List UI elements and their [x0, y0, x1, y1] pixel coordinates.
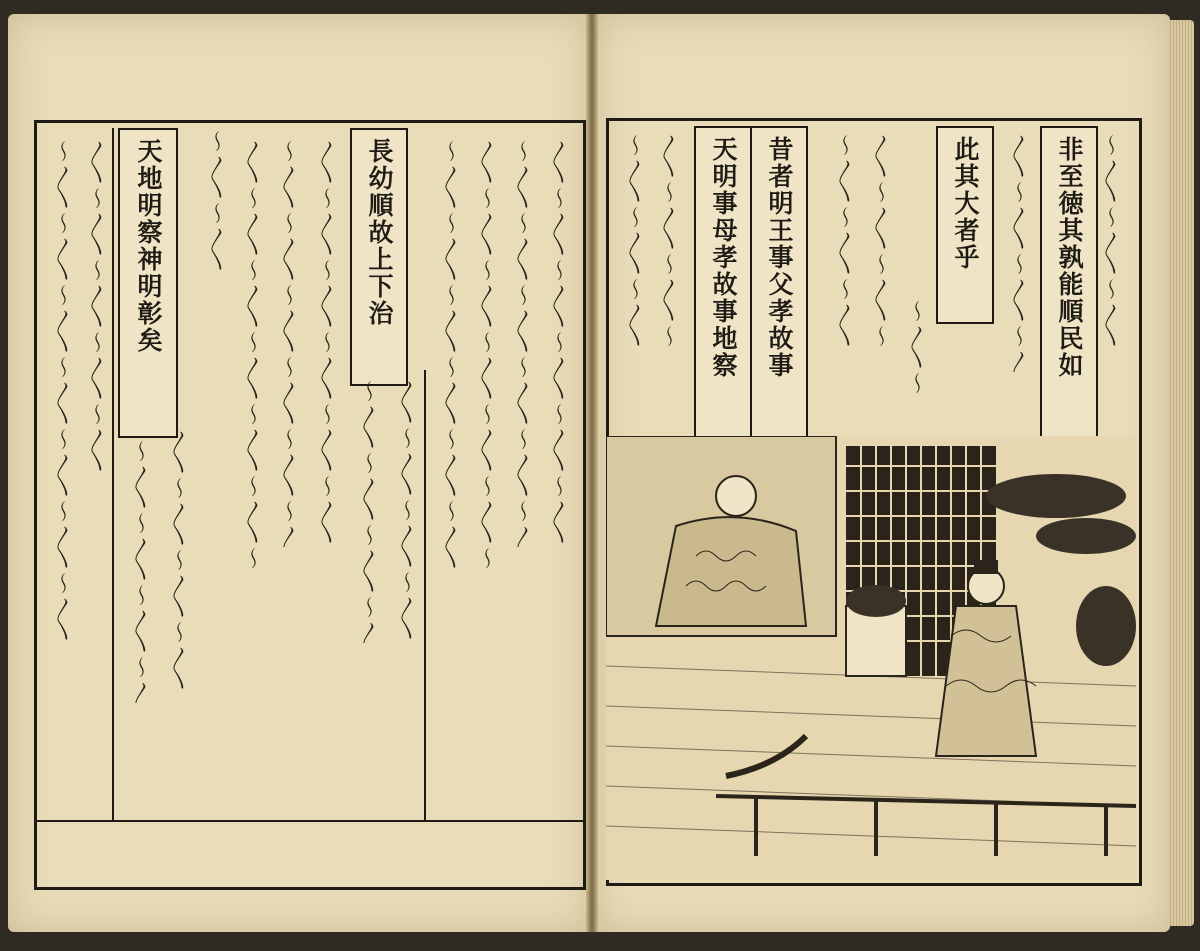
right-title-3: 昔者明王事父孝故事 — [765, 136, 794, 379]
script-column: 〜〳〵〜〳〵 — [203, 130, 228, 274]
script-column: 〳〵〜〳〵〜〳〵〜〳〵〜〳〵〜〳〵 — [313, 140, 338, 547]
right-title-1: 非至徳其孰能順民如 — [1055, 136, 1084, 379]
script-column: 〳〵〜〳〵〜〳〵〜 — [867, 134, 892, 350]
script-column: 〳〵〜〳〵〜〳〵〜〳〵〜〳〵〜〳〵 — [545, 140, 570, 547]
script-column: 〜〳〵〜〳〵〜〳〵〜〳〵〜〳〵〜〳 — [275, 140, 300, 550]
script-column: 〜〳〵〜〳〵〜〳〵 — [1097, 134, 1122, 350]
script-column: 〳〵〜〳〵〜〳〵〜〳〵 — [165, 430, 190, 693]
left-title-2: 長幼順故上下治 — [365, 138, 394, 327]
right-title-box-2 — [936, 126, 994, 324]
script-column: 〳〵〜〳〵〜〳〵〜〳〵〜〳〵 — [83, 140, 108, 475]
script-column: 〜〳〵〜〳〵〜〳〵〜〳 — [355, 380, 380, 646]
right-title-box-3 — [750, 126, 808, 452]
book-gutter — [586, 14, 598, 932]
left-frame-bottom-rule — [34, 820, 583, 822]
right-title-box-1 — [1040, 126, 1098, 452]
script-column: 〜〳〵〜〳〵〜〳〵 — [621, 134, 646, 350]
page-edges — [1168, 20, 1194, 926]
seated-elder-figure — [606, 436, 836, 636]
script-column: 〜〳〵〜〳〵〜〳〵〜〳〵〜〳〵〜〳 — [509, 140, 534, 550]
left-title-1: 天地明察神明彰矣 — [134, 138, 163, 354]
script-column: 〜〳〵〜〳〵〜〳〵〜〳〵〜〳〵〜〳〵 — [437, 140, 462, 572]
script-column: 〜〳〵〜〳〵〜〳〵〜〳〵〜〳〵〜〳〵〜〳〵 — [49, 140, 74, 644]
script-column: 〳〵〜〳〵〜〳〵〜 — [655, 134, 680, 350]
script-column: 〳〵〜〳〵〜〳〵〜〳〵〜〳〵〜〳〵〜 — [239, 140, 264, 572]
script-column: 〜〳〵〜〳〵〜〳〵〜〳 — [127, 440, 152, 706]
right-title-box-4 — [694, 126, 752, 452]
script-column: 〳〵〜〳〵〜〳〵〜〳〵 — [393, 380, 418, 643]
script-column: 〜〳〵〜 — [903, 300, 928, 397]
woodblock-illustration — [606, 436, 1136, 880]
script-column: 〳〵〜〳〵〜〳〵〜〳〵〜〳〵〜〳〵〜 — [473, 140, 498, 572]
script-column: 〳〵〜〳〵〜〳〵〜〳 — [1005, 134, 1030, 375]
left-column-divider-1 — [112, 128, 114, 820]
right-title-2: 此其大者乎 — [951, 136, 980, 271]
script-column: 〜〳〵〜〳〵〜〳〵 — [831, 134, 856, 350]
left-title-box-2 — [350, 128, 408, 386]
left-column-divider-2 — [424, 370, 426, 820]
right-title-4: 天明事母孝故事地察 — [709, 136, 738, 379]
left-title-box-1 — [118, 128, 178, 438]
